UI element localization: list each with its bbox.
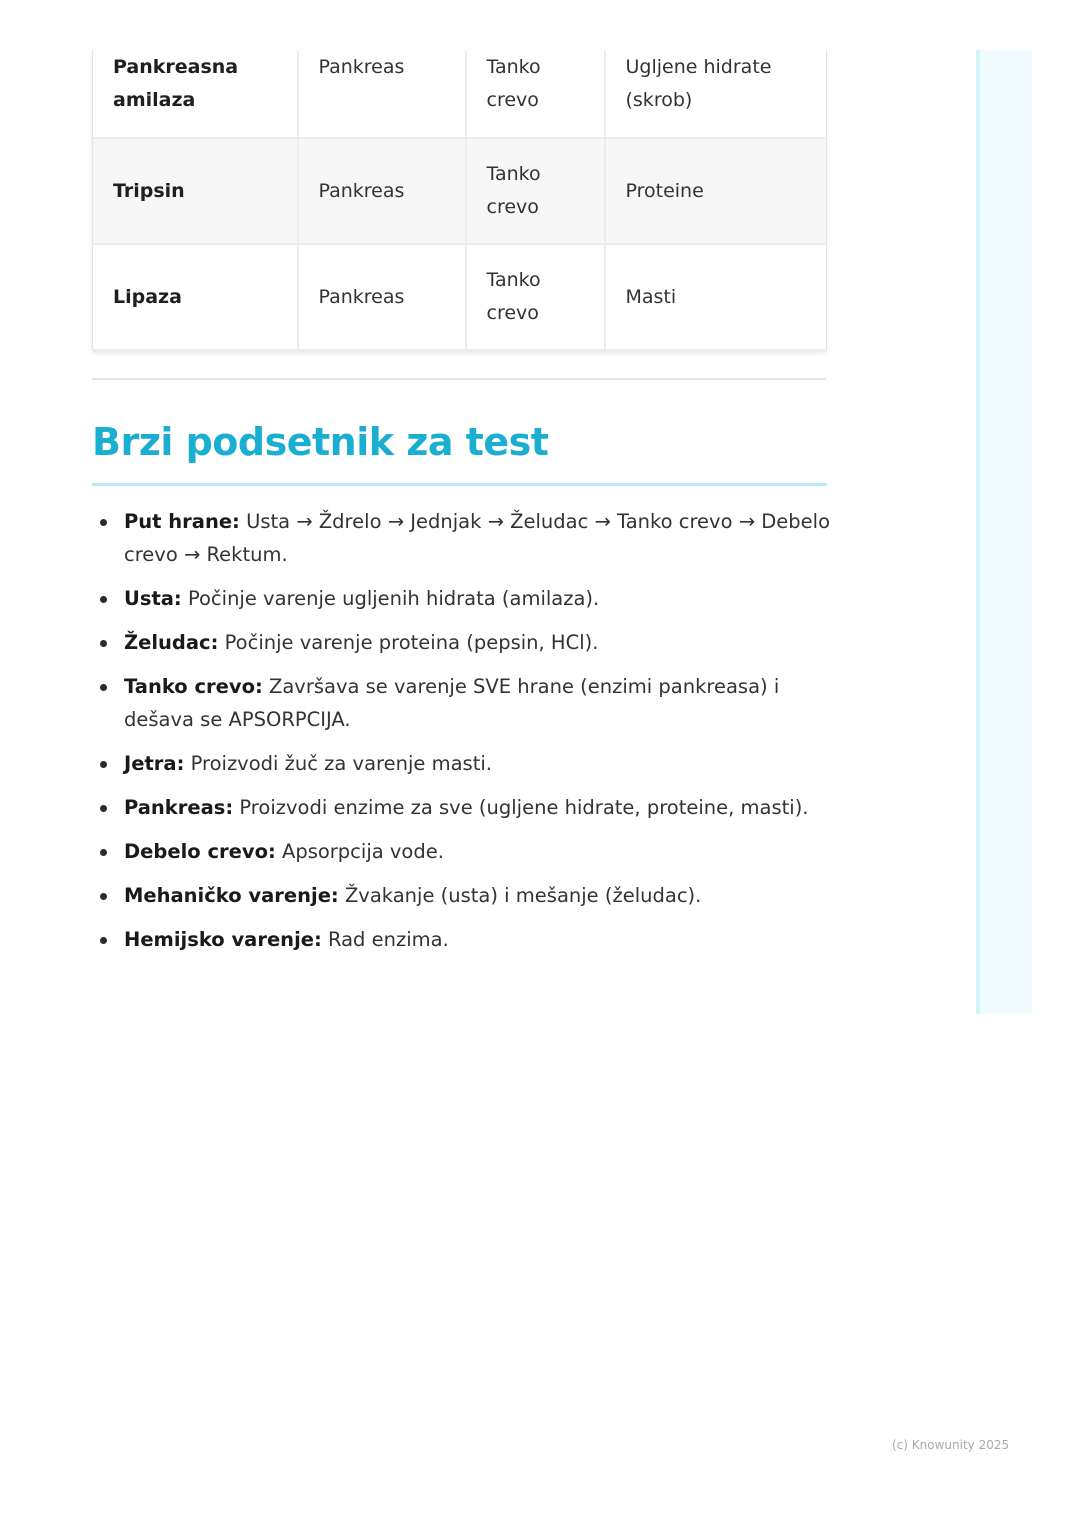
list-item <box>96 923 836 956</box>
bullet-icon <box>100 684 107 691</box>
tips-list <box>96 505 836 967</box>
source-cell: Pankreas <box>298 50 466 138</box>
item-text: Žvakanje (usta) i mešanje (želudac). <box>344 884 702 907</box>
item-label: Tanko crevo: <box>124 675 263 698</box>
item-label: Debelo crevo: <box>124 840 276 863</box>
item-label: Želudac: <box>124 631 219 654</box>
enzyme-cell: Lipaza <box>93 244 298 350</box>
section-divider <box>92 378 826 380</box>
item-text: Proizvodi žuč za varenje masti. <box>190 752 492 775</box>
bullet-icon <box>100 519 107 526</box>
item-text: Počinje varenje ugljenih hidrata (amilaza). <box>187 587 600 610</box>
item-label: Usta: <box>124 587 182 610</box>
item-text: Završava se varenje SVE hrane (enzimi pankreasa) i dešava se APSORPCIJA. <box>124 675 780 731</box>
item-label: Jetra: <box>124 752 185 775</box>
site-cell: Tanko crevo <box>466 244 605 350</box>
table-row <box>93 244 827 350</box>
side-panel <box>976 50 1032 1014</box>
list-item <box>96 670 836 736</box>
bullet-icon <box>100 761 107 768</box>
list-item <box>96 879 836 912</box>
item-label: Hemijsko varenje: <box>124 928 322 951</box>
bullet-icon <box>100 849 107 856</box>
list-item <box>96 835 836 868</box>
item-label: Pankreas: <box>124 796 234 819</box>
item-text: Usta → Ždrelo → Jednjak → Želudac → Tanko crevo → Debelo crevo → Rektum. <box>124 510 830 566</box>
table-row <box>93 138 827 244</box>
enzyme-cell: Tripsin <box>93 138 298 244</box>
item-text: Proizvodi enzime za sve (ugljene hidrate, proteine, masti). <box>239 796 809 819</box>
item-text: Rad enzima. <box>327 928 449 951</box>
enzyme-cell: Pankreasna amilaza <box>93 50 298 138</box>
list-item <box>96 747 836 780</box>
source-cell: Pankreas <box>298 244 466 350</box>
copyright-footer: (c) Knowunity 2025 <box>892 1438 1010 1452</box>
list-item <box>96 582 836 615</box>
item-label: Mehaničko varenje: <box>124 884 339 907</box>
item-text: Počinje varenje proteina (pepsin, HCl). <box>224 631 599 654</box>
substrate-cell: Ugljene hidrate (skrob) <box>605 50 827 138</box>
item-label: Put hrane: <box>124 510 240 533</box>
bullet-icon <box>100 596 107 603</box>
list-item <box>96 626 836 659</box>
bullet-icon <box>100 893 107 900</box>
item-text: Apsorpcija vode. <box>281 840 444 863</box>
site-cell: Tanko crevo <box>466 138 605 244</box>
bullet-icon <box>100 805 107 812</box>
title-underline <box>92 483 827 486</box>
source-cell: Pankreas <box>298 138 466 244</box>
section-title: Brzi podsetnik za test <box>92 420 549 464</box>
substrate-cell: Masti <box>605 244 827 350</box>
bullet-icon <box>100 640 107 647</box>
bullet-icon <box>100 937 107 944</box>
enzyme-table <box>92 50 826 351</box>
table-row <box>93 50 827 138</box>
site-cell: Tanko crevo <box>466 50 605 138</box>
substrate-cell: Proteine <box>605 138 827 244</box>
list-item <box>96 791 836 824</box>
list-item <box>96 505 836 571</box>
